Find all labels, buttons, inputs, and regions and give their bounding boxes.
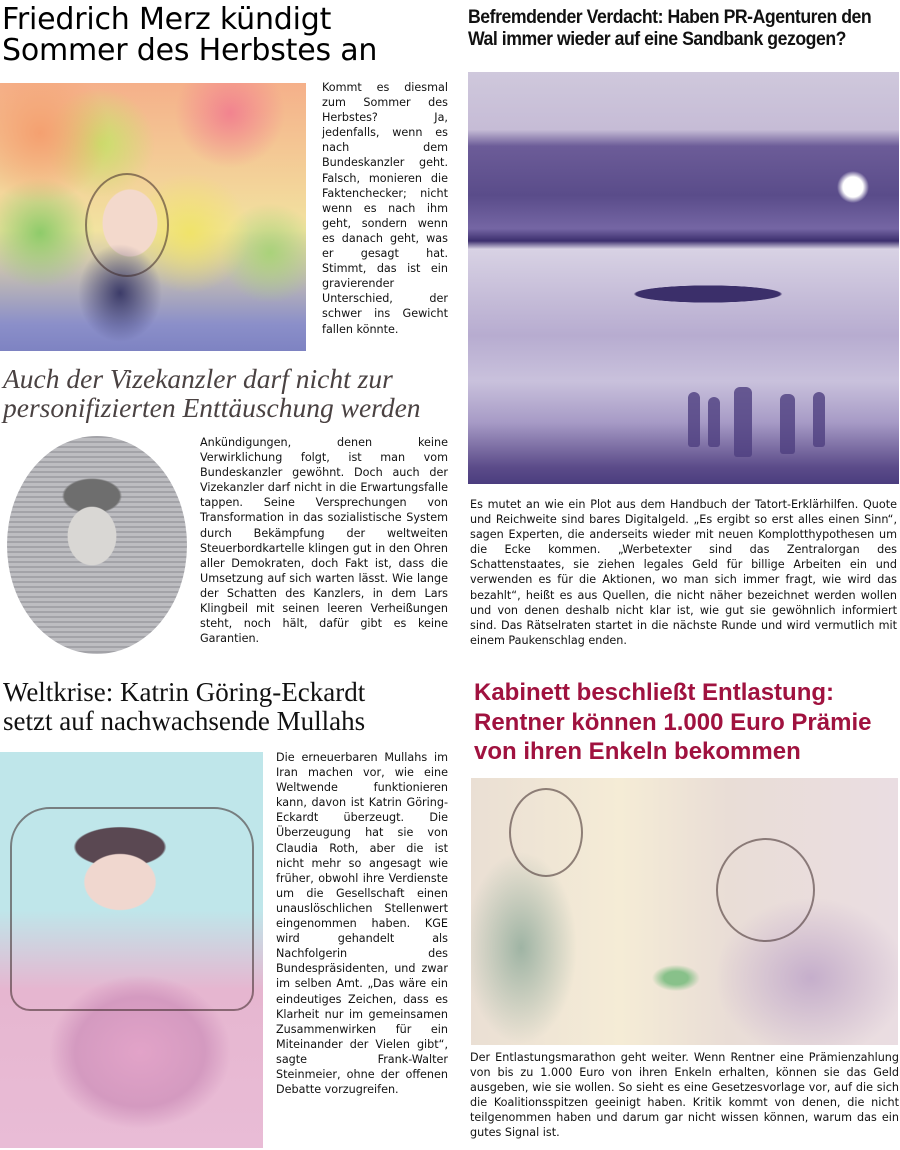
sketch-old-man-head — [716, 838, 815, 942]
body-kge: Die erneuerbaren Mullahs im Iran machen vor, wie eine Weltwende funktionieren kann, davon ist Katrin Göring-Eckardt überzeugt. Die Überzeugung hat sie von Claudia Roth, aber die ist nicht mehr so angesagt wie früher, obwohl ihre Verdienste um die Gesellschaft einen unauslöschlichen Stellenwert eingenommen haben. KGE wird gehandelt als Nachfolgerin des Bundespräsidenten, und zwar im selben Amt. „Das wäre ein eindeutiges Zeichen, dass es Klarheit nur im gemeinsamen Zusammenwirken für ein Miteinander der Vielen gibt“, sagte Frank-Walter Steinmeier, ohne der offenen Debatte vorzugreifen. — [276, 751, 448, 1097]
headline-kabinett-line2: Rentner können 1.000 Euro Prämie — [474, 708, 872, 736]
headline-kabinett[interactable] — [474, 678, 900, 767]
headline-vize-line1: Auch der Vizekanzler darf nicht zur — [3, 363, 393, 394]
article-wal — [460, 0, 900, 660]
headline-kabinett-line1: Kabinett beschließt Entlastung: — [474, 679, 835, 706]
article-kge — [0, 670, 460, 1150]
article-kabinett — [460, 670, 900, 1150]
illustration-kge[interactable] — [0, 752, 263, 1148]
headline-merz[interactable] — [2, 4, 460, 66]
headline-wal[interactable] — [468, 7, 871, 51]
illustration-kabinett[interactable] — [471, 778, 898, 1045]
body-vize: Ankündigungen, denen keine Verwirklichung folgt, ist man vom Bundeskanzler gewöhnt. Doch auch der Vizekanzler darf nicht in die Erwartungsfalle tappen. Seine Versprechungen von Transformation in das sozialistische System durch Bekämpfung der weltweiten Steuerbordkartelle klingen gut in den Ohren aller Demokraten, doch Fakt ist, dass die Umsetzung auf sich warten lässt. Wie lange der Schatten des Kanzlers, in dem Lars Klingbeil mit seinen leeren Verheißungen steht, noch hält, dafür gibt es keine Garantien. — [200, 436, 448, 646]
illustration-vize[interactable] — [7, 436, 187, 654]
headline-merz-line1: Friedrich Merz kündigt — [2, 2, 332, 37]
body-wal: Es mutet an wie ein Plot aus dem Handbuch der Tatort-Erklärhilfen. Quote und Reichweite sind bares Digitalgeld. „Es ergibt so erst alles einen Sinn“, sagen Experten, die anderseits wieder mit neuen Komplotthypothesen um die Ecke kommen. „Werbetexter sind das Zentralorgan des Schattenstaates, sie ziehen legales Geld für billige Arbeiten ein und verwenden es für die Aktionen, wo man sich immer fragt, wie wird das bezahlt“, heißt es aus Quellen, die nicht näher bezeichnet werden wollen und von denen deshalb nicht klar ist, wie gut sie gewöhnlich informiert sind. Das Rätselraten startet in die nächste Runde und wird vermutlich mit einem Paukenschlag enden. — [470, 498, 897, 647]
sketch-head-outline — [85, 173, 169, 277]
figure-person — [688, 392, 700, 447]
headline-wal-line1: Befremdender Verdacht: Haben PR-Agenturen den — [468, 7, 872, 28]
body-kabinett: Der Entlastungsmarathon geht weiter. Wenn Rentner eine Prämienzahlung von bis zu 1.000 Euro von ihren Enkeln erhalten, können sie das Geld ausgeben, wie sie wollen. So sieht es eine Gesetzesvorlage vor, auf die sich die Koalitionsspitzen geeinigt haben. Kritik kommt von denen, die nicht teilgenommen haben und darum gar nicht wissen können, warum das ein gutes Signal ist. — [470, 1051, 899, 1140]
sketch-young-man-head — [509, 788, 583, 877]
headline-merz-line2: Sommer des Herbstes an — [2, 33, 378, 68]
figure-person — [734, 387, 752, 457]
headline-kge-line1: Weltkrise: Katrin Göring-Eckardt — [3, 677, 366, 707]
figure-person — [780, 394, 795, 454]
headline-vize[interactable] — [3, 364, 461, 422]
headline-kge-line2: setzt auf nachwachsende Mullahs — [3, 706, 366, 736]
headline-kabinett-line3: von ihren Enkeln bekommen — [474, 738, 801, 765]
headline-kge[interactable] — [3, 678, 461, 736]
article-merz — [0, 0, 460, 355]
article-vize — [0, 360, 460, 660]
illustration-merz[interactable] — [0, 83, 306, 351]
figure-person — [813, 392, 825, 447]
headline-wal-line2: Wal immer wieder auf eine Sandbank gezogen? — [468, 29, 847, 50]
figure-person — [708, 397, 720, 447]
body-merz: Kommt es diesmal zum Sommer des Herbstes? Ja, jedenfalls, wenn es nach dem Bundeskanzler geht. Falsch, monieren die Faktenchecker; nicht wenn es nach ihm geht, sondern wenn es danach geht, was er gesagt hat. Stimmt, das ist ein gravierender Unterschied, der schwer ins Gewicht fallen könnte. — [322, 81, 448, 336]
illustration-wal[interactable] — [468, 72, 899, 484]
sketch-bed-outline — [10, 807, 254, 1011]
headline-vize-line2: personifizierten Enttäuschung werden — [3, 392, 421, 423]
